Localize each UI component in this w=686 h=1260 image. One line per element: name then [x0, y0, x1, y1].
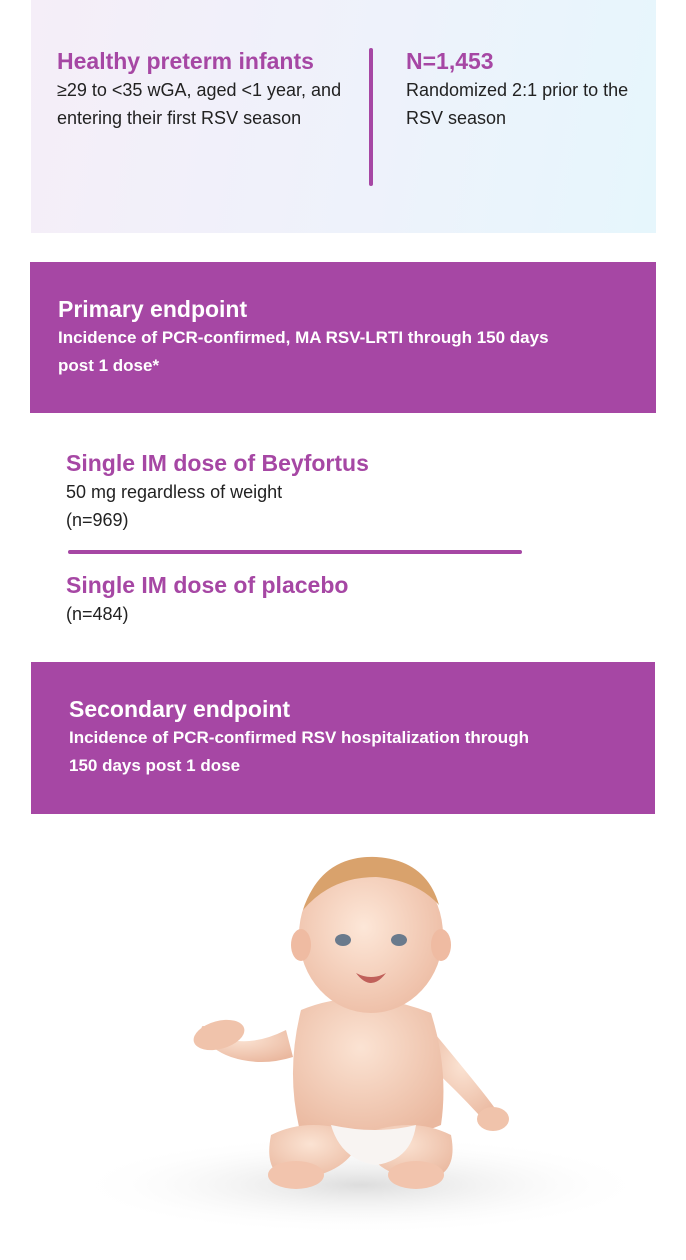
treatment-arm-placebo	[66, 570, 526, 628]
vertical-divider	[369, 48, 373, 186]
arm-count: (n=484)	[66, 604, 129, 624]
primary-endpoint-description: Incidence of PCR-confirmed, MA RSV-LRTI through 150 days post 1 dose*	[58, 328, 549, 375]
primary-endpoint-title: Primary endpoint	[58, 296, 248, 322]
baby-photo	[31, 835, 656, 1255]
secondary-endpoint-band	[31, 662, 655, 814]
arm-count: (n=969)	[66, 510, 129, 530]
arm-dose-line: 50 mg regardless of weight	[66, 482, 283, 502]
arm-title: Single IM dose of Beyfortus	[66, 450, 369, 476]
treatment-arm-beyfortus	[66, 448, 526, 534]
primary-endpoint-band	[30, 262, 656, 413]
secondary-endpoint-title: Secondary endpoint	[69, 696, 291, 722]
enrollment-description: Randomized 2:1 prior to the RSV season	[406, 80, 629, 128]
enrollment-block	[406, 46, 646, 132]
population-block	[57, 46, 357, 132]
population-title: Healthy preterm infants	[57, 48, 314, 74]
arm-divider	[68, 550, 522, 554]
arm-title: Single IM dose of placebo	[66, 572, 349, 598]
enrollment-count: N=1,453	[406, 48, 494, 74]
population-panel	[31, 0, 656, 233]
population-description: ≥29 to <35 wGA, aged <1 year, and entering their first RSV season	[57, 80, 342, 128]
secondary-endpoint-description: Incidence of PCR-confirmed RSV hospitalization through 150 days post 1 dose	[69, 728, 529, 775]
